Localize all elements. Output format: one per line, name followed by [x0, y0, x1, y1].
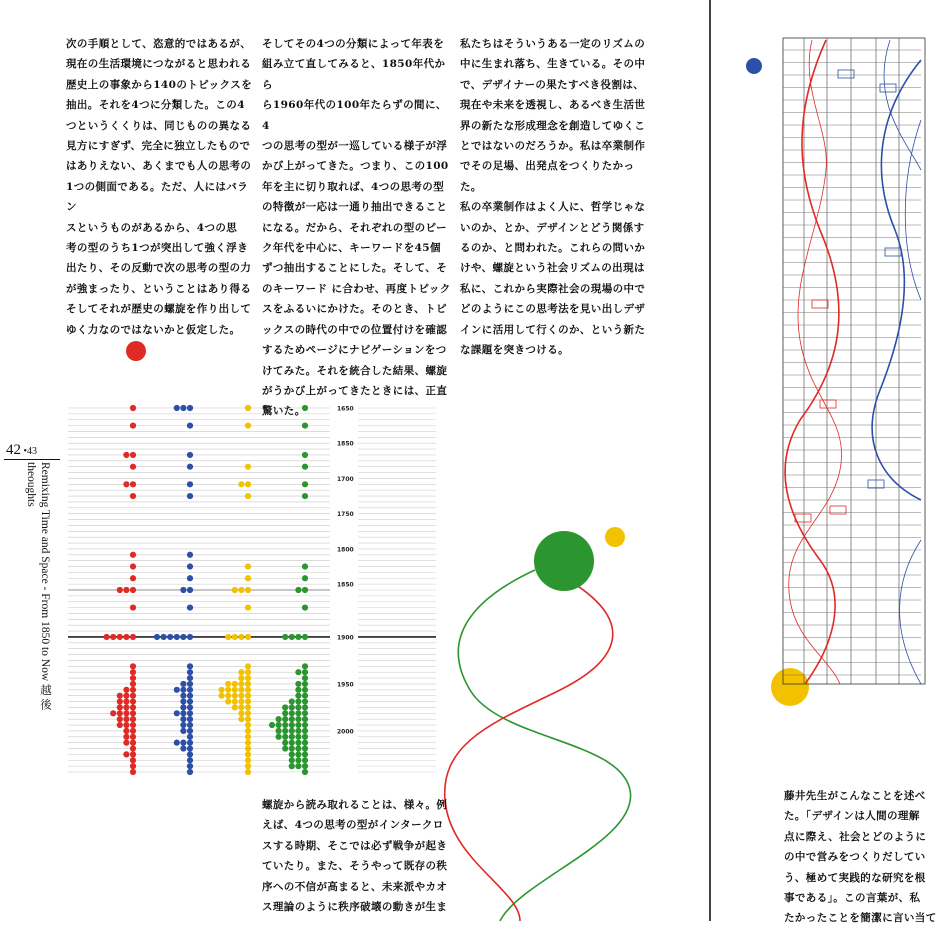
grid-topic-box [795, 514, 811, 522]
page-number-right: 43 [27, 446, 38, 457]
chart-tick-label: 1900 [337, 634, 354, 642]
body-text-col1: 次の手順として、恣意的ではあるが、 現在の生活環境につながると思われる 歴史上の事象から140のトピックスを 抽出。それを4つに分類した。この4 つというくくりは、同じものの異なる 見方にすぎず、完全に独立したもので はありえない、あくまでも人の思考の 1つの側面である。ただ、人にはバラン スというものがあるから、4つの思 考の型のうち1つが突出して強く浮き 出たり、その反動で次の思考の型の力 が強まったり、ということはあり得る そしてそれが歴史の螺旋を作り出して ゆく力なのではないかと仮定した。 [66, 38, 253, 336]
grid-topic-box [880, 84, 896, 92]
grid-topic-box [820, 400, 836, 408]
chart-tick-label: 1700 [337, 475, 354, 483]
running-title [24, 462, 52, 710]
running-title-sub: theoughts [25, 462, 37, 507]
chart-tick-label: 1950 [337, 681, 354, 689]
body-text-col4: 螺旋から読み取れることは、様々。例 えば、4つの思考の型がインタークロ スする時期、そこでは必ず戦争が起き ていたり。また、そうやって既存の秩 序への不信が高まると、未来派やカオ ス理論のように秩序破壊の動きが生ま [262, 799, 448, 914]
page-gutter-line [709, 0, 711, 921]
chart-tick-label: 1850 [337, 581, 354, 589]
grid-topic-box [830, 506, 846, 514]
body-text-col3: 私たちはそういうある一定のリズムの 中に生まれ落ち、生きている。その中 で、デザイナーの果たすべき役割は、 現在や未来を透視し、あるべき生活世 界の新たな形成理念を創造してゆくこ とではないのだろうか。私は卒業制作 でその足場、出発点をつくりたかった。 私の卒業制作はよく人に、哲学じゃな いのか、とか、デザインとどう関係す るのか、と問われた。これらの問いか けや、螺旋という社会リズムの出現は 私に、これから実際社会の現場の中で どのようにこの思考法を見い出しデザ インに活用して行くのか、という新た な課題を突きつける。 [460, 38, 646, 357]
page-number-rule [4, 459, 60, 460]
chart-tick-label: 1800 [337, 546, 354, 554]
grid-topic-box [885, 248, 901, 256]
chart-tick-label: 1650 [337, 405, 354, 413]
running-title-text: Remixing Time and Space - From 1850 to Now 越 後 [39, 462, 51, 710]
grid-topic-box [812, 300, 828, 308]
body-text-col2: そしてその4つの分類によって年表を 組み立て直してみると、1850年代から ら1960年代の100年たらずの間に、4 つの思考の型が一巡している様子が浮 かび上がってきた。つまり、この100 年を主に切り取れば、4つの思考の型 の特徴が一応は一通り抽出できること になる。だから、それぞれの型のピー ク年代を中心に、キーワードを45個 ずつ抽出することにした。そして、そ のキーワード に合わせ、再度トピック スをふるいにかけた。そのとき、トピ ックスの時代の中での位置付けを確認 するためページにナビゲーションをつ けてみた。それを統合した結果、螺旋 がうかび上がってきたときには、正直 驚いた。 [262, 38, 451, 418]
chart-tick-label: 1750 [337, 511, 354, 519]
body-text-col5: 藤井先生がこんなことを述べ た。「デザインは人間の理解 点に際え、社会とどのように の中で営みをつくりだしてい う、極めて実践的な研究を根 事である」。この言葉が、私 たかったことを簡潔に言い当て [784, 790, 937, 925]
grid-topic-box [838, 70, 854, 78]
page-number: 42 •43 [6, 442, 38, 458]
grid-spiral-curve [884, 40, 921, 170]
chart-tick-label: 2000 [337, 728, 354, 736]
page-number-left: 42 [6, 442, 21, 458]
chart-tick-label: 1850 [337, 440, 354, 448]
